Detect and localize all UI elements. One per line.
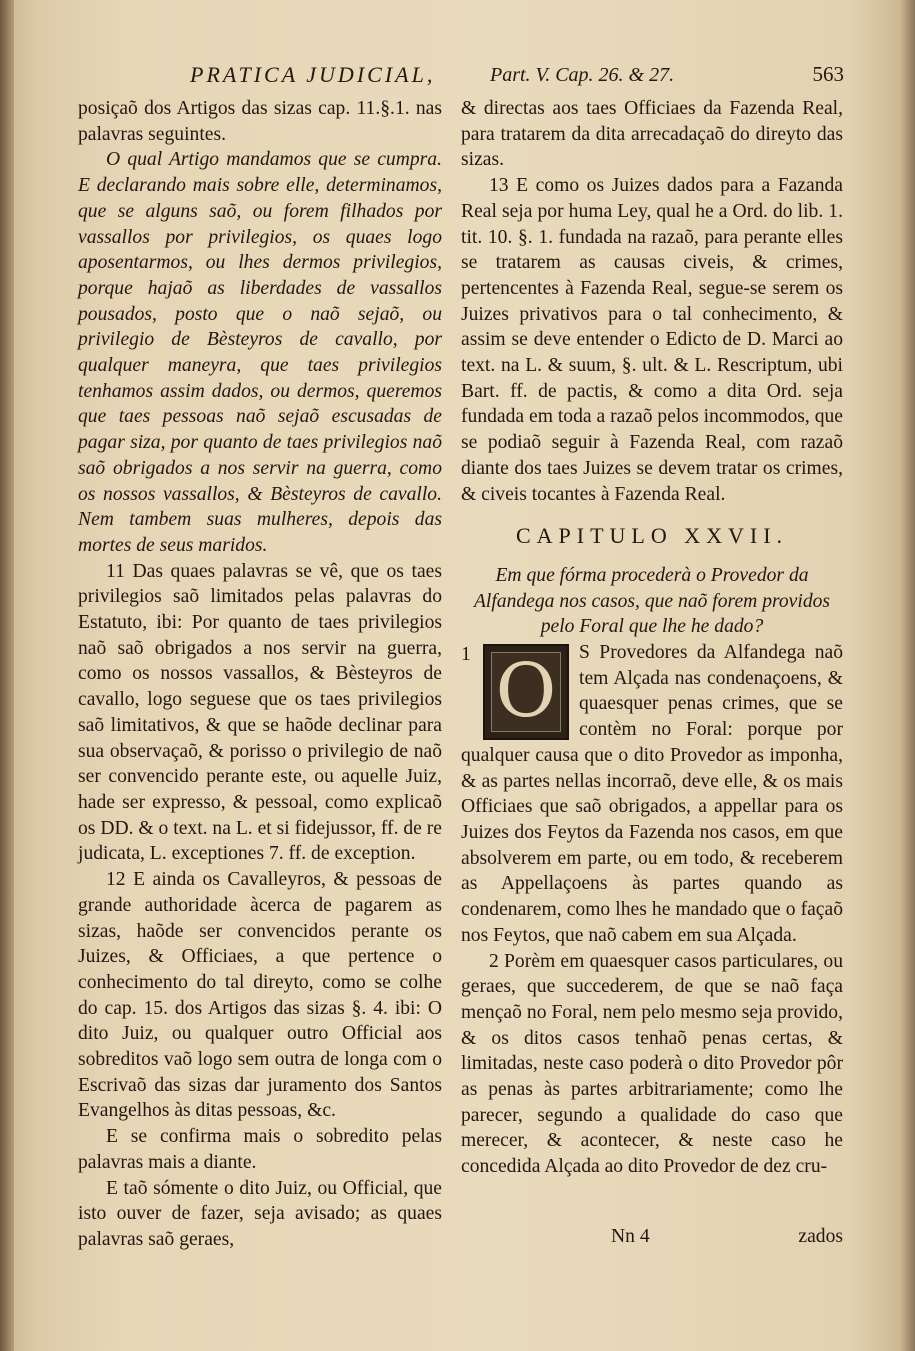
paragraph-number: 1 <box>461 644 471 666</box>
paragraph-13: 13 E como os Juizes dados para a Fazanda Real seja por huma Ley, qual he a Ord. do lib. 1. tit. 10. §. 1. fundada na razaõ, para perante elles se tratarem as causas civeis, & crimes, pertencentes à Fazenda Real, segue-se serem os Juizes privativos para o tal conhecimento, & assim se deve entender o Edicto de D. Marci ao text. na L. & suum, §. ult. & L. Rescriptum, ubi Bart. ff. de pactis, & como a dita Ord. seja fundada em toda a razaõ pelos incommodos, que se podiaõ seguir à Fazenda Real, com razaõ diante dos taes Juizes se devem tratar os crimes, & civeis tocantes à Fazenda Real. <box>461 175 843 505</box>
chapter-subtitle: Em que fórma procederà o Provedor da Alfandega nos casos, que naõ forem providos pelo Foral que lhe he dado? <box>473 564 831 638</box>
initial-letter: O <box>495 648 557 735</box>
page-footer <box>461 1226 843 1254</box>
paragraph: posiçaõ dos Artigos das sizas cap. 11.§.1. nas palavras seguintes. <box>78 98 442 145</box>
page-number: 563 <box>812 62 844 86</box>
quoted-paragraph: E taõ sómente o dito Juiz, ou Official, que isto ouver de fazer, seja avisado; as quaes palavras saõ geraes, <box>78 1177 442 1250</box>
quoted-paragraph: O qual Artigo mandamos que se cumpra. E declarando mais sobre elle, determinamos, que se alguns saõ, ou forem filhados por vassallos por privilegios, os quaes logo aposentarmos, ou lhes dermos privilegios, porque hajaõ as liberdades de vassallos pousados, posto que o naõ sejaõ, ou privilegio de Bèsteyros de cavallo, por qualquer maneyra, que taes privilegios tenhamos assim dados, ou dermos, queremos que taes pessoas naõ sejaõ escusadas de pagar siza, por quanto de taes privilegios naõ saõ obrigados a nos servir na guerra, como os nossos vassallos, & Bèsteyros de cavallo. Nem tambem suas mulheres, depois das mortes de seus maridos. <box>78 149 442 556</box>
left-column <box>78 96 442 1253</box>
binding-gutter <box>0 0 14 1351</box>
paragraph: E se confirma mais o sobredito pelas palavras mais a diante. <box>78 1126 442 1173</box>
header-section: Part. V. Cap. 26. & 27. <box>490 64 675 86</box>
paragraph-1: S Provedores da Alfandega naõ tem Alçada nas condenaçoens, & quaesquer penas crimes, que se contèm no Foral: porque por qualquer causa que o dito Provedor as imponha, & as partes nellas incorraõ, deve elle, & os mais Officiaes que saõ obrigados, a appellar para os Juizes dos Feytos da Fazenda nos casos, em que absolverem em parte, ou em todo, & receberem as Appellaçoens às partes quando as condenarem, como lhes he mandado que o façaõ nos Feytos, que naõ cabem em sua Alçada. <box>461 642 843 946</box>
signature-mark: Nn 4 <box>611 1226 650 1247</box>
first-paragraph-block <box>461 640 843 948</box>
paragraph-2: 2 Porèm em quaesquer casos particulares, ou geraes, que succederem, de que se naõ faça mençaõ no Foral, nem pelo mesmo seja provido, & os ditos casos tenhaõ penas certas, & limitadas, neste caso poderà o dito Provedor pôr as penas às partes arbitrariamente; como lhe parecer, segundo a qualidade do caso que merecer, & acontecer, & neste caso he concedida Alçada ao dito Provedor de dez cru- <box>461 950 843 1178</box>
header-title: PRATICA JUDICIAL, <box>190 62 436 87</box>
paragraph-11: 11 Das quaes palavras se vê, que os taes privilegios saõ limitados pelas palavras do Estatuto, ibi: Por quanto de taes privilegios naõ saõ obrigados a nos servir na guerra, como os nossos vassallos, & Bèsteyros de cavallo, logo seguese que os taes privilegios saõ limitativos, & que se haõde declinar para sua observaçaõ, & porisso o privilegio de naõ ser convencido perante este, ou aquelle Juiz, hade ser expresso, & pessoal, como explicaõ os DD. & o text. na L. et si fidejussor, ff. de re judicata, L. exceptiones 7. ff. de exception. <box>78 560 442 865</box>
decorated-initial-icon <box>483 644 569 740</box>
running-header <box>190 58 850 94</box>
right-column <box>461 96 843 1180</box>
paragraph-12: 12 E ainda os Cavalleyros, & pessoas de grande authoridade àcerca de pagarem as sizas, haõde ser convencidos perante os Juizes, & Officiaes, a que pertence o conhecimento do tal direyto, como se colhe do cap. 15. dos Artigos das sizas §. 4. ibi: O dito Juiz, ou qualquer outro Official aos sobreditos vaõ logo sem outra de longa com o Escrivaõ das sizas dar juramento dos Santos Evangelhos às ditas pessoas, &c. <box>78 869 442 1122</box>
paragraph: & directas aos taes Officiaes da Fazenda Real, para tratarem da dita arrecadaçaõ do direyto das sizas. <box>461 98 843 171</box>
chapter-heading: CAPITULO XXVII. <box>515 523 789 549</box>
catchword: zados <box>798 1226 843 1247</box>
